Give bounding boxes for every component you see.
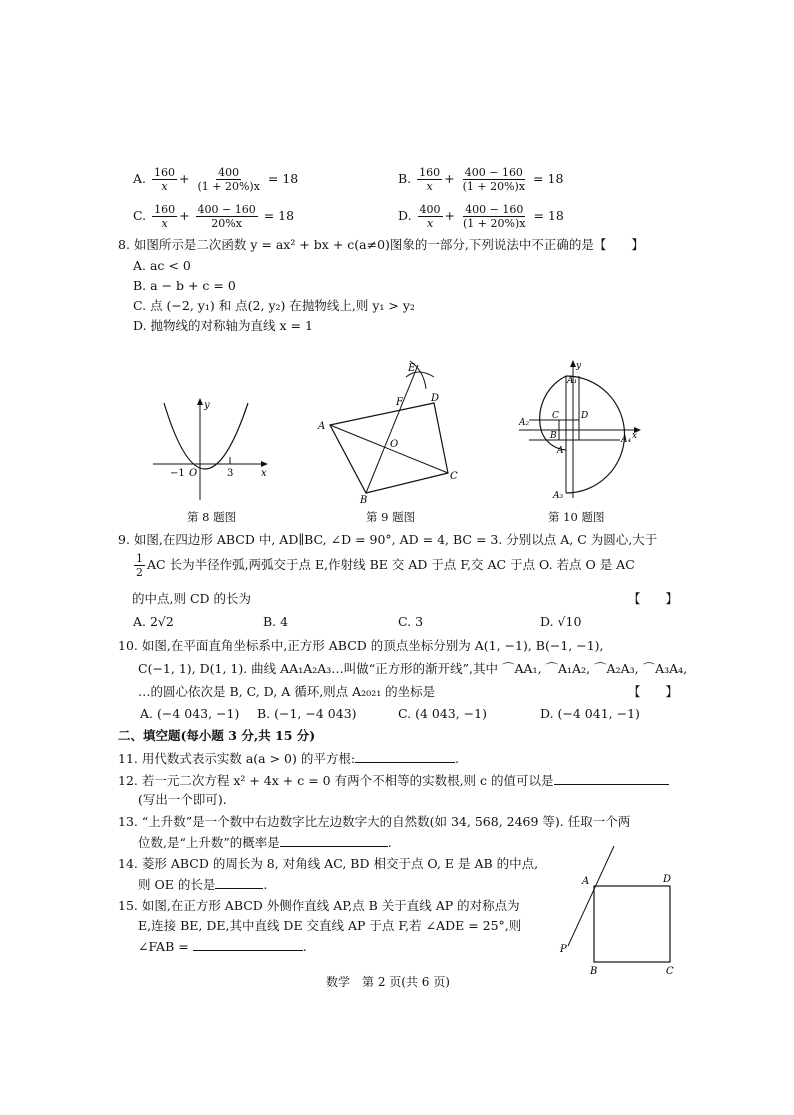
y-axis-arrow-icon	[197, 398, 203, 405]
q8-stem: 8. 如图所示是二次函数 y = ax² + bx + c(a≠0)图象的一部分,下列说法中不正确的是【 】	[118, 237, 644, 252]
label-y: y	[576, 361, 582, 371]
q15-answer-blank[interactable]	[193, 938, 303, 951]
label-d: D	[581, 411, 589, 421]
label-b: B	[550, 431, 557, 441]
q7-option-d: D. $\frac{400}{x}$ + $\frac{400 - 160}{(1 + 20\%)x}$ = 18	[398, 203, 564, 230]
q10-line1: 10. 如图,在平面直角坐标系中,正方形 ABCD 的顶点坐标分别为 A(1, −1), B(−1, −1),	[118, 638, 604, 653]
label-a2: A₂	[519, 418, 530, 428]
figure-9-caption: 第 9 题图	[366, 510, 416, 524]
q9-option-a: A. 2√2	[133, 614, 174, 629]
q8-option-b: B. a − b + c = 0	[133, 278, 236, 293]
figure-8-caption: 第 8 题图	[187, 510, 237, 524]
q8-option-a: A. ac < 0	[133, 258, 191, 273]
q7-option-a: A. $\frac{160}{x}$ + $\frac{400}{(1 + 20\%)x}$ = 18	[133, 166, 299, 193]
label-three: 3	[227, 468, 234, 479]
q8-option-d: D. 抛物线的对称轴为直线 x = 1	[133, 318, 313, 333]
figure-10-caption: 第 10 题图	[548, 510, 605, 524]
q9-option-c: C. 3	[398, 614, 424, 629]
involute-outer-arc	[566, 376, 625, 493]
q14-answer-blank[interactable]	[215, 876, 263, 889]
ray-be	[366, 365, 418, 493]
q15-line1: 15. 如图,在正方形 ABCD 外侧作直线 AP,点 B 关于直线 AP 的对称点为	[118, 898, 520, 913]
label-a1: A₁	[567, 376, 578, 386]
quad-abcd	[330, 403, 448, 493]
figure-9-quadrilateral	[314, 355, 464, 507]
page-footer: 数学 第 2 页(共 6 页)	[326, 975, 450, 989]
q12-line2: (写出一个即可).	[138, 792, 227, 807]
q14-line2: 则 OE 的长是 .	[138, 877, 268, 892]
q9-line2: $\frac{1}{2}$ AC 长为半径作弧,两弧交于点 E,作射线 BE 交 AD 于点 F,交 AC 于点 O. 若点 O 是 AC	[136, 552, 635, 579]
label-x: x	[261, 468, 267, 479]
q10-line3: …的圆心依次是 B, C, D, A 循环,则点 A₂₀₂₁ 的坐标是	[138, 684, 436, 699]
figure-10-involute	[515, 358, 645, 508]
label-a: A	[557, 446, 564, 456]
label-c: C	[666, 966, 674, 976]
label-c: C	[552, 411, 559, 421]
square-abcd	[594, 886, 670, 962]
diagonal-ac	[330, 425, 448, 473]
q12-answer-blank[interactable]	[554, 772, 669, 785]
label-minus-one: −1	[170, 468, 185, 479]
label-a4: A₄	[621, 435, 632, 445]
label-b: B	[590, 966, 598, 976]
q9-line1: 9. 如图,在四边形 ABCD 中, AD∥BC, ∠D = 90°, AD = 4, BC = 3. 分别以点 A, C 为圆心,大于	[118, 532, 658, 547]
q10-option-d: D. (−4 041, −1)	[540, 706, 640, 721]
q7-option-c: C. $\frac{160}{x}$ + $\frac{400 - 160}{20\%x}$ = 18	[133, 203, 295, 230]
involute-left-arc	[540, 376, 566, 430]
q10-bracket: 【 】	[628, 684, 679, 699]
figure-8-parabola	[148, 395, 272, 507]
label-e: E	[408, 363, 416, 374]
label-x: x	[632, 431, 638, 441]
q13-line1: 13. “上升数”是一个数中右边数字比左边数字大的自然数(如 34, 568, 2469 等). 任取一个两	[118, 814, 631, 829]
label-a: A	[582, 876, 590, 887]
q8-option-c: C. 点 (−2, y₁) 和 点(2, y₂) 在抛物线上,则 y₁ > y₂	[133, 298, 415, 313]
label-p: P	[560, 944, 567, 955]
q10-option-a: A. (−4 043, −1)	[140, 706, 240, 721]
q13-line2: 位数,是“上升数”的概率是 .	[138, 835, 392, 850]
label-c: C	[450, 471, 458, 482]
q15-line2: E,连接 BE, DE,其中直线 DE 交直线 AP 于点 F,若 ∠ADE = 25°,则	[138, 918, 522, 933]
q11: 11. 用代数式表示实数 a(a > 0) 的平方根: .	[118, 751, 460, 766]
label-d: D	[431, 393, 440, 404]
label-f: F	[396, 397, 403, 408]
q14-line1: 14. 菱形 ABCD 的周长为 8, 对角线 AC, BD 相交于点 O, E 是 AB 的中点,	[118, 856, 539, 871]
q9-option-d: D. √10	[540, 614, 582, 629]
label-a: A	[318, 421, 326, 432]
label-y: y	[204, 400, 210, 411]
q9-option-b: B. 4	[263, 614, 289, 629]
section-fill-in-heading: 二、填空题(每小题 3 分,共 15 分)	[118, 728, 316, 743]
q11-answer-blank[interactable]	[355, 750, 455, 763]
q12-line1: 12. 若一元二次方程 x² + 4x + c = 0 有两个不相等的实数根,则 c 的值可以是	[118, 772, 669, 789]
figure-15-square	[556, 842, 686, 976]
parabola-curve	[164, 403, 248, 469]
x-axis-arrow-icon	[261, 461, 268, 467]
q10-option-c: C. (4 043, −1)	[398, 706, 487, 721]
q13-answer-blank[interactable]	[280, 834, 388, 847]
q15-line3: ∠FAB = .	[138, 939, 307, 954]
label-d: D	[663, 874, 672, 885]
q10-line2: C(−1, 1), D(1, 1). 曲线 AA₁A₂A₃…叫做“正方形的渐开线”,其中 ⌒AA₁, ⌒A₁A₂, ⌒A₂A₃, ⌒A₃A₄,	[138, 661, 688, 676]
label-b: B	[360, 495, 368, 506]
label-origin: O	[189, 468, 198, 479]
q9-bracket: 【 】	[628, 591, 679, 606]
label-a3: A₃	[553, 491, 564, 501]
q7-option-b: B. $\frac{160}{x}$ + $\frac{400 - 160}{(1 + 20\%)x}$ = 18	[398, 166, 564, 193]
label-o: O	[390, 439, 399, 450]
q9-line3: 的中点,则 CD 的长为	[132, 591, 252, 606]
q10-option-b: B. (−1, −4 043)	[257, 706, 357, 721]
line-ap	[568, 846, 614, 946]
